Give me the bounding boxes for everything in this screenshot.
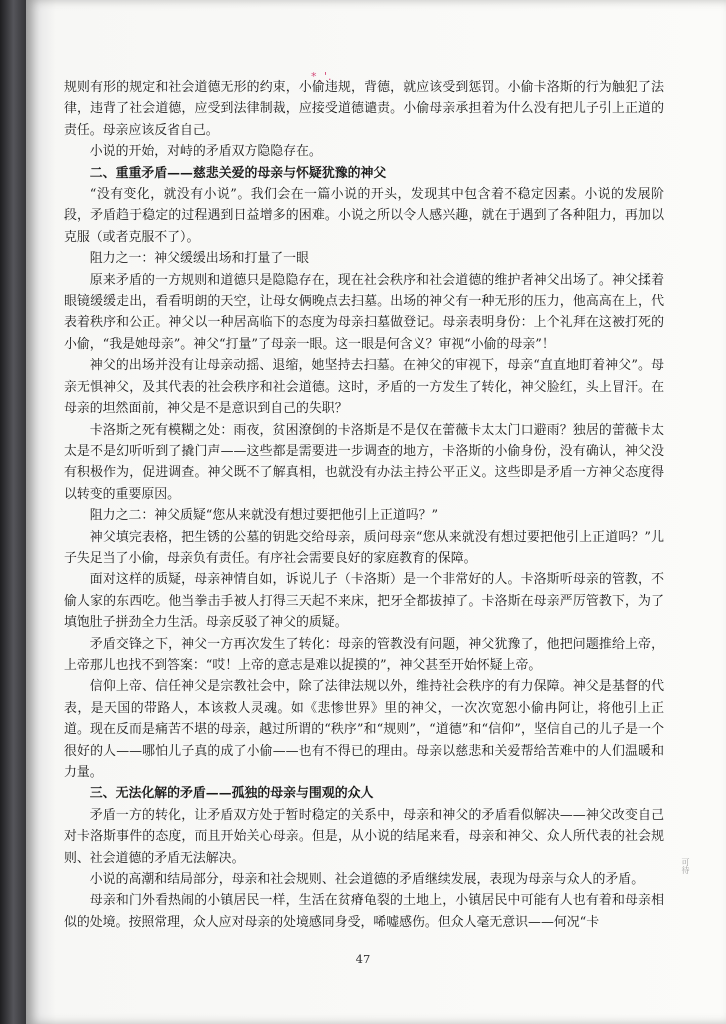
paragraph: 母亲和门外看热闹的小镇居民一样，生活在贫瘠龟裂的土地上，小镇居民中可能有人也有着和母亲相似的处境。按照常理，众人应对母亲的处境感同身受，唏嘘感伤。但众人毫无意识——何况“卡 xyxy=(64,893,664,930)
paragraph: 矛盾交锋之下，神父一方再次发生了转化：母亲的管教没有问题，神父犹豫了，他把问题推给上帝，上帝那儿也找不到答案：“哎！上帝的意志是难以捉摸的”，神父甚至开始怀疑上帝。 xyxy=(64,636,664,673)
paragraph: 阻力之一：神父缓缓出场和打量了一眼 xyxy=(89,251,309,267)
section-heading: 三、无法化解的矛盾——孤独的母亲与围观的众人 xyxy=(89,786,374,802)
paragraph: 面对这样的质疑，母亲神情自如，诉说儿子（卡洛斯）是一个非常好的人。卡洛斯听母亲的管教，不偷人家的东西吃。他当拳击手被人打得三天起不来床，把牙全都拔掉了。卡洛斯在母亲严厉管教下，为了填饱肚子拼劲全力生活。母亲反驳了神父的质疑。 xyxy=(64,572,664,631)
paragraph: 神父的出场并没有让母亲动摇、退缩，她坚持去扫墓。在神父的审视下，母亲“直直地盯着神父”。母亲无惧神父，及其代表的社会秩序和社会道德。这时，矛盾的一方发生了转化，神父脸红，头上冒汗。在母亲的坦然面前，神父是不是意识到自己的失职？ xyxy=(64,358,664,417)
paragraph: 阻力之二：神父质疑“您从来就没有想过要把他引上正道吗？” xyxy=(89,508,439,524)
page-number: 47 xyxy=(355,952,371,966)
paragraph: 原来矛盾的一方规则和道德只是隐隐存在，现在社会秩序和社会道德的维护者神父出场了。神父揉着眼镜缓缓走出，看看明朗的天空，让母女俩晚点去扫墓。出场的神父有一种无形的压力，他高高在上，代表着秩序和公正。神父以一种居高临下的态度为母亲扫墓做登记。母亲表明身份：上个礼拜在这被打死的小偷，“我是她母亲”。神父“打量”了母亲一眼。这一眼是何含义？审视“小偷的母亲”！ xyxy=(64,272,664,352)
ink-mark: *¸'. xyxy=(311,70,333,83)
paragraph: “没有变化，就没有小说”。我们会在一篇小说的开头，发现其中包含着不稳定因素。小说的发展阶段，矛盾趋于稳定的过程遇到日益增多的困难。小说之所以令人感兴趣，就在于遇到了各种阻力，再加以克服（或者克服不了）。 xyxy=(64,187,664,245)
paragraph: 卡洛斯之死有模糊之处：雨夜，贫困潦倒的卡洛斯是不是仅在蕾薇卡太太门口避雨？独居的蕾薇卡太太是不是幻听听到了撬门声——这些都是需要进一步调查的地方，卡洛斯的小偷身份，没有确认，神父没有积极作为，促进调查。神父既不了解真相，也就没有办法主持公平正义。这些即是矛盾一方神父态度得以转变的重要原因。 xyxy=(64,422,664,502)
paragraph: 信仰上帝、信任神父是宗教社会中，除了法律法规以外，维持社会秩序的有力保障。神父是基督的代表，是天国的带路人，本该救人灵魂。如《悲惨世界》里的神父，一次次宽恕小偷冉阿让，将他引上正道。现在反而是痛苦不堪的母亲，越过所谓的“秩序”和“规则”，“道德”和“信仰”，坚信自己的儿子是一个很好的人——哪怕儿子真的成了小偷——也有不得已的理由。母亲以慈悲和关爱帮给苦难中的人们温暖和力量。 xyxy=(64,679,664,780)
paragraph: 神父填完表格，把生锈的公墓的钥匙交给母亲，质问母亲“您从来就没有想过要把他引上正道吗？”儿子失足当了小偷，母亲负有责任。有序社会需要良好的家庭教育的保障。 xyxy=(64,529,664,566)
margin-handwritten-note: 可待 xyxy=(681,858,690,874)
paragraph-continuation: 规则有形的规定和社会道德无形的约束，小偷违规，背德，就应该受到惩罚。小偷卡洛斯的行为触犯了法律，违背了社会道德，应受到法律制裁，应接受道德谴责。小偷母亲承担着为什么没有把儿子引上正道的责任。母亲应该反省自己。 xyxy=(64,80,664,138)
section-heading: 二、重重矛盾——慈悲关爱的母亲与怀疑犹豫的神父 xyxy=(89,165,387,181)
paragraph: 小说的高潮和结局部分，母亲和社会规则、社会道德的矛盾继续发展，表现为母亲与众人的矛盾。 xyxy=(89,872,645,888)
paragraph: 小说的开始，对峙的矛盾双方隐隐存在。 xyxy=(89,144,322,160)
body-text xyxy=(64,77,664,933)
paragraph: 矛盾一方的转化，让矛盾双方处于暂时稳定的关系中，母亲和神父的矛盾看似解决——神父改变自己对卡洛斯事件的态度，而且开始关心母亲。但是，从小说的结尾来看，母亲和神父、众人所代表的社会规则、社会道德的矛盾无法解决。 xyxy=(64,807,664,866)
